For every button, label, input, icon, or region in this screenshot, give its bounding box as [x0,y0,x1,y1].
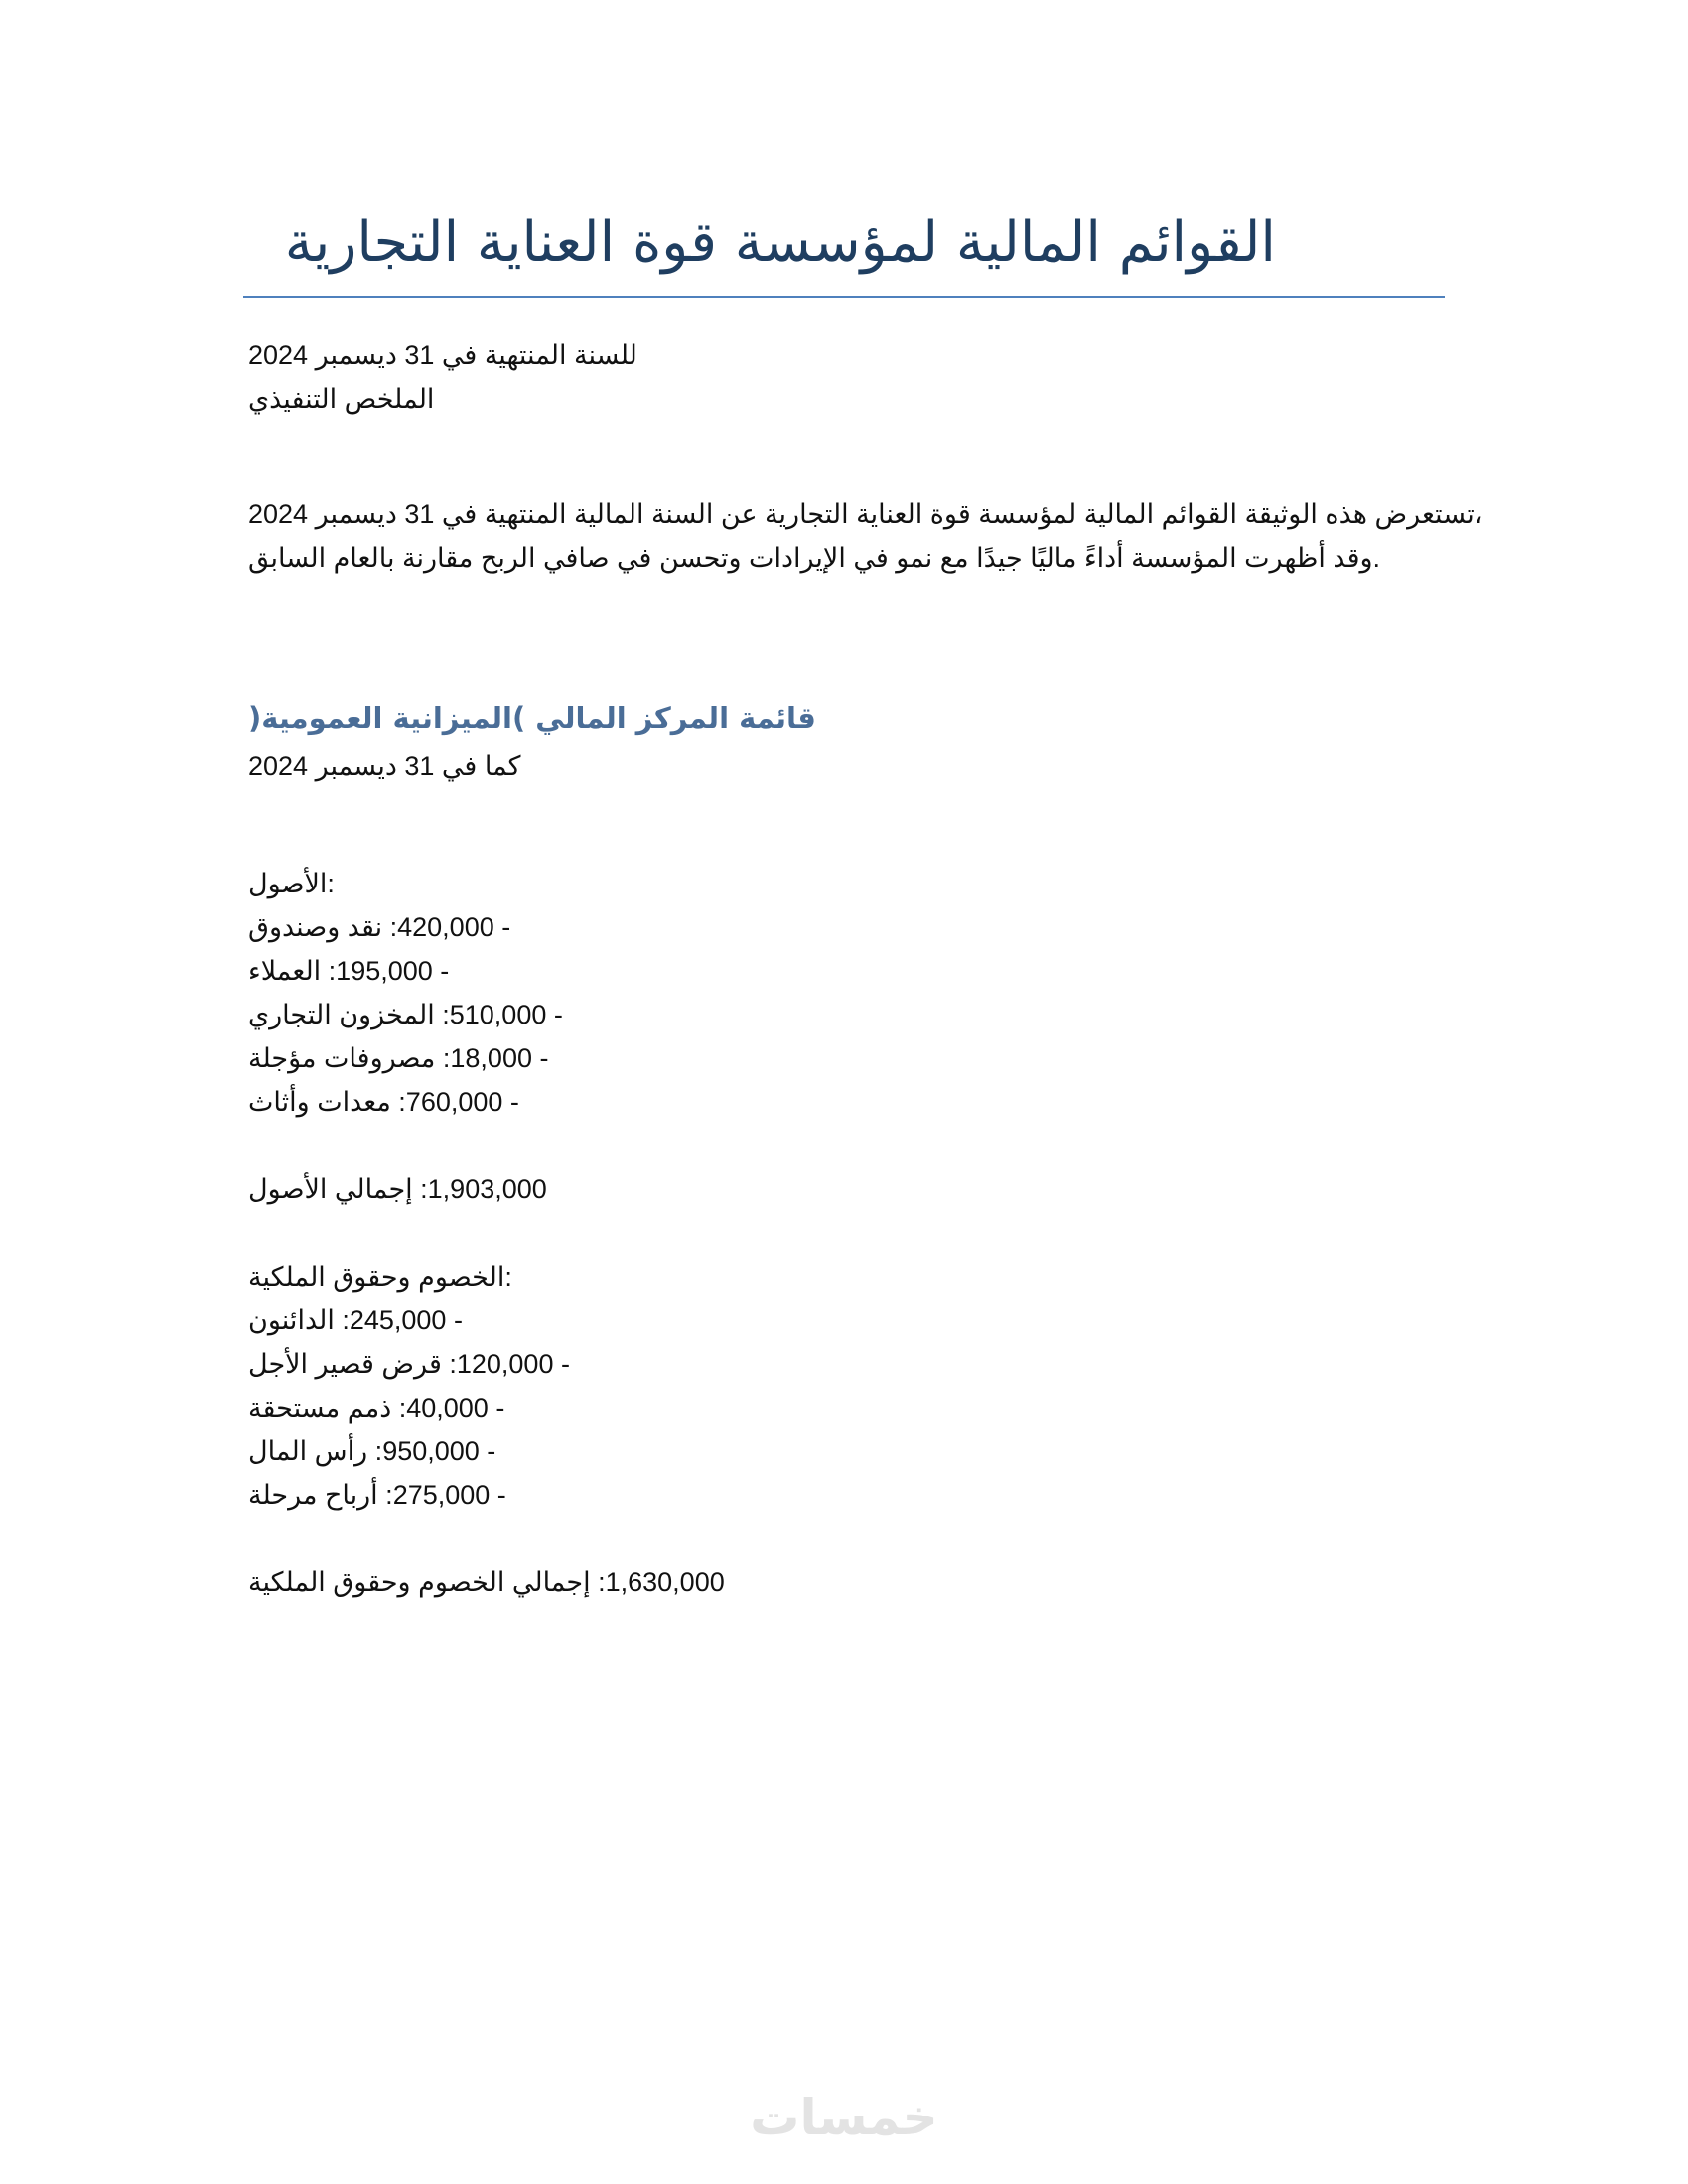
liability-item: - 275,000: أرباح مرحلة [248,1480,506,1510]
asset-item: - 420,000: نقد وصندوق [248,912,511,942]
assets-total: 1,903,000: إجمالي الأصول [248,1174,547,1204]
intro-paragraph-line-2: .وقد أظهرت المؤسسة أداءً ماليًا جيدًا مع نمو في الإيرادات وتحسن في صافي الربح مقارنة بالعام السابق [248,543,1381,573]
assets-label: :الأصول [248,869,335,898]
asset-item: - 18,000: مصروفات مؤجلة [248,1043,549,1073]
intro-paragraph-line-1: ،تستعرض هذه الوثيقة القوائم المالية لمؤسسة قوة العناية التجارية عن السنة المالية المنتهية في 31 ديسمبر 2024 [248,499,1483,529]
asset-item: - 510,000: المخزون التجاري [248,1000,563,1029]
executive-summary-label: الملخص التنفيذي [248,384,435,414]
asset-item: - 195,000: العملاء [248,956,450,986]
period-line: للسنة المنتهية في 31 ديسمبر 2024 [248,341,637,370]
liabilities-total: 1,630,000: إجمالي الخصوم وحقوق الملكية [248,1568,725,1597]
liabilities-label: :الخصوم وحقوق الملكية [248,1262,512,1292]
title-divider [243,296,1445,298]
watermark-logo: خمسات [750,2089,938,2146]
liability-item: - 245,000: الدائنون [248,1305,463,1335]
liability-item: - 120,000: قرض قصير الأجل [248,1349,570,1379]
liability-item: - 40,000: ذمم مستحقة [248,1393,505,1423]
document-title: القوائم المالية لمؤسسة قوة العناية التجارية [284,210,1276,275]
liability-item: - 950,000: رأس المال [248,1436,496,1466]
balance-sheet-date: كما في 31 ديسمبر 2024 [248,751,521,781]
balance-sheet-heading: قائمة المركز المالي )الميزانية العمومية( [248,701,816,735]
asset-item: - 760,000: معدات وأثاث [248,1087,519,1117]
